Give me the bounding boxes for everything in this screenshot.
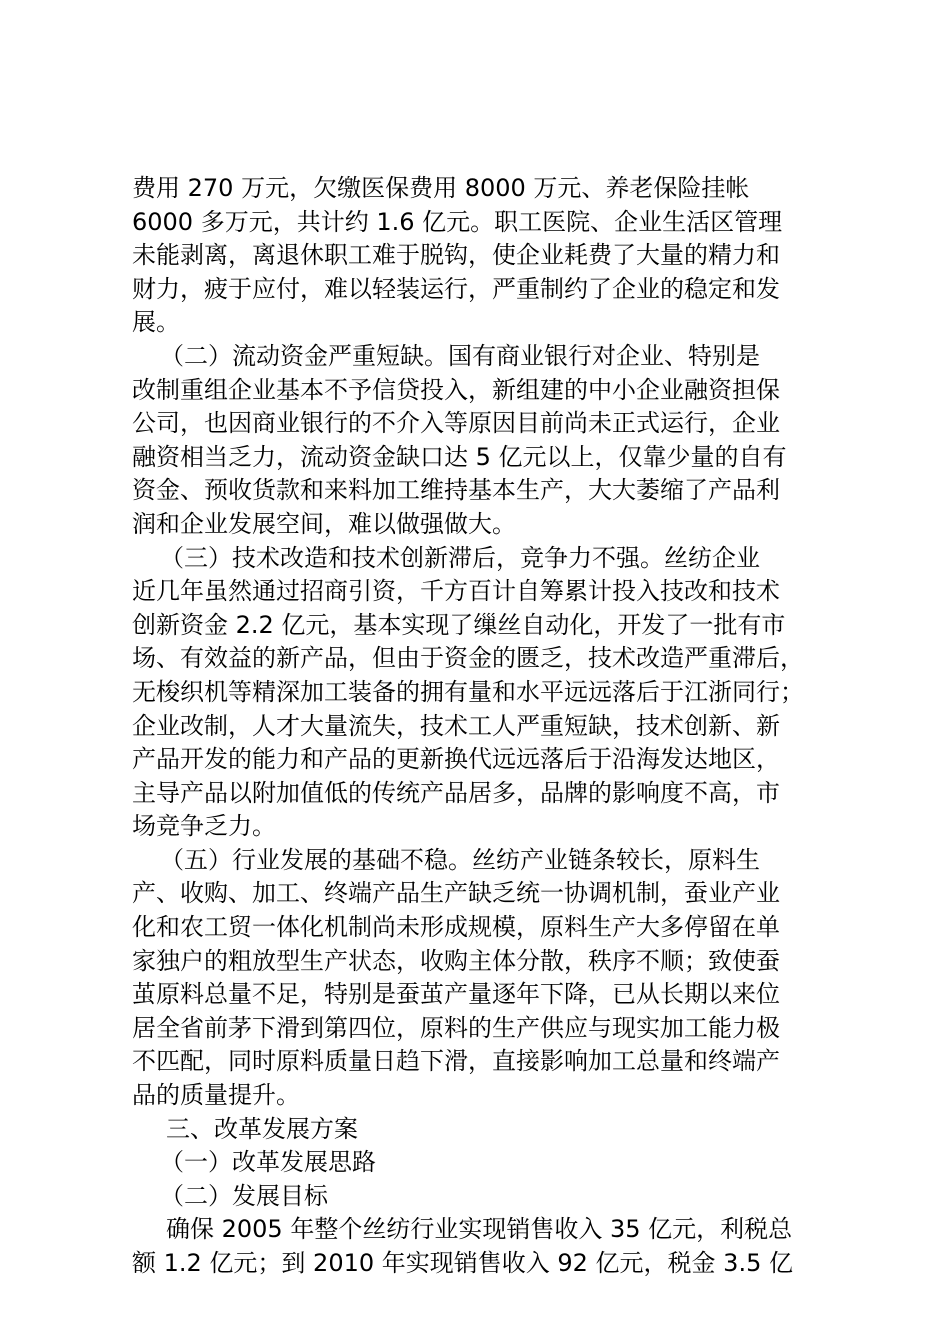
text-line: 费用 270 万元，欠缴医保费用 8000 万元、养老保险挂帐 bbox=[132, 174, 750, 202]
subsection-heading-1: （一）改革发展思路 bbox=[160, 1148, 376, 1177]
text-line: 产、收购、加工、终端产品生产缺乏统一协调机制，蚕业产业 bbox=[132, 879, 780, 908]
text-line: 家独户的粗放型生产状态，收购主体分散，秩序不顺；致使蚕 bbox=[132, 946, 780, 975]
text-line: 品的质量提升。 bbox=[132, 1081, 300, 1110]
text-line: 企业改制，人才大量流失，技术工人严重短缺，技术创新、新 bbox=[132, 711, 780, 740]
text-line: 公司，也因商业银行的不介入等原因目前尚未正式运行，企业 bbox=[132, 409, 780, 438]
text-line: 产品开发的能力和产品的更新换代远远落后于沿海发达地区， bbox=[132, 745, 780, 774]
text-line: 额 1.2 亿元；到 2010 年实现销售收入 92 亿元，税金 3.5 亿 bbox=[132, 1249, 793, 1277]
section-heading-2: （二）流动资金严重短缺。国有商业银行对企业、特别是 bbox=[160, 341, 760, 370]
text-line: 创新资金 2.2 亿元，基本实现了缫丝自动化，开发了一批有市 bbox=[132, 610, 786, 639]
text-line: 茧原料总量不足，特别是蚕茧产量逐年下降，已从长期以来位 bbox=[132, 980, 780, 1009]
text-line: 未能剥离，离退休职工难于脱钩，使企业耗费了大量的精力和 bbox=[132, 241, 780, 270]
text-line: 主导产品以附加值低的传统产品居多，品牌的影响度不高，市 bbox=[132, 778, 780, 807]
section-heading-5: （五）行业发展的基础不稳。丝纺产业链条较长，原料生 bbox=[160, 845, 760, 874]
text-line: 场、有效益的新产品，但由于资金的匮乏，技术改造严重滞后， bbox=[132, 644, 804, 673]
section-heading-3: （三）技术改造和技术创新滞后，竞争力不强。丝纺企业 bbox=[160, 543, 760, 572]
text-line: 资金、预收货款和来料加工维持基本生产，大大萎缩了产品利 bbox=[132, 476, 780, 505]
text-line: 财力，疲于应付，难以轻装运行，严重制约了企业的稳定和发 bbox=[132, 274, 780, 303]
document-body bbox=[132, 172, 832, 1281]
text-line: 润和企业发展空间，难以做强做大。 bbox=[132, 509, 516, 538]
text-line: 不匹配，同时原料质量日趋下滑，直接影响加工总量和终端产 bbox=[132, 1047, 780, 1076]
text-line: 居全省前茅下滑到第四位，原料的生产供应与现实加工能力极 bbox=[132, 1013, 780, 1042]
text-line: 化和农工贸一体化机制尚未形成规模，原料生产大多停留在单 bbox=[132, 913, 780, 942]
text-line: 改制重组企业基本不予信贷投入，新组建的中小企业融资担保 bbox=[132, 375, 780, 404]
text-line: 无梭织机等精深加工装备的拥有量和水平远远落后于江浙同行； bbox=[132, 677, 804, 706]
chapter-heading: 三、改革发展方案 bbox=[166, 1114, 358, 1143]
subsection-heading-2: （二）发展目标 bbox=[160, 1181, 328, 1210]
text-line: 场竞争乏力。 bbox=[132, 812, 276, 841]
text-line: 融资相当乏力，流动资金缺口达 5 亿元以上，仅靠少量的自有 bbox=[132, 442, 787, 471]
text-line: 6000 多万元，共计约 1.6 亿元。职工医院、企业生活区管理 bbox=[132, 207, 783, 236]
text-line: 展。 bbox=[132, 308, 180, 337]
text-line: 近几年虽然通过招商引资，千方百计自筹累计投入技改和技术 bbox=[132, 577, 780, 606]
text-line: 确保 2005 年整个丝纺行业实现销售收入 35 亿元，利税总 bbox=[166, 1215, 793, 1244]
